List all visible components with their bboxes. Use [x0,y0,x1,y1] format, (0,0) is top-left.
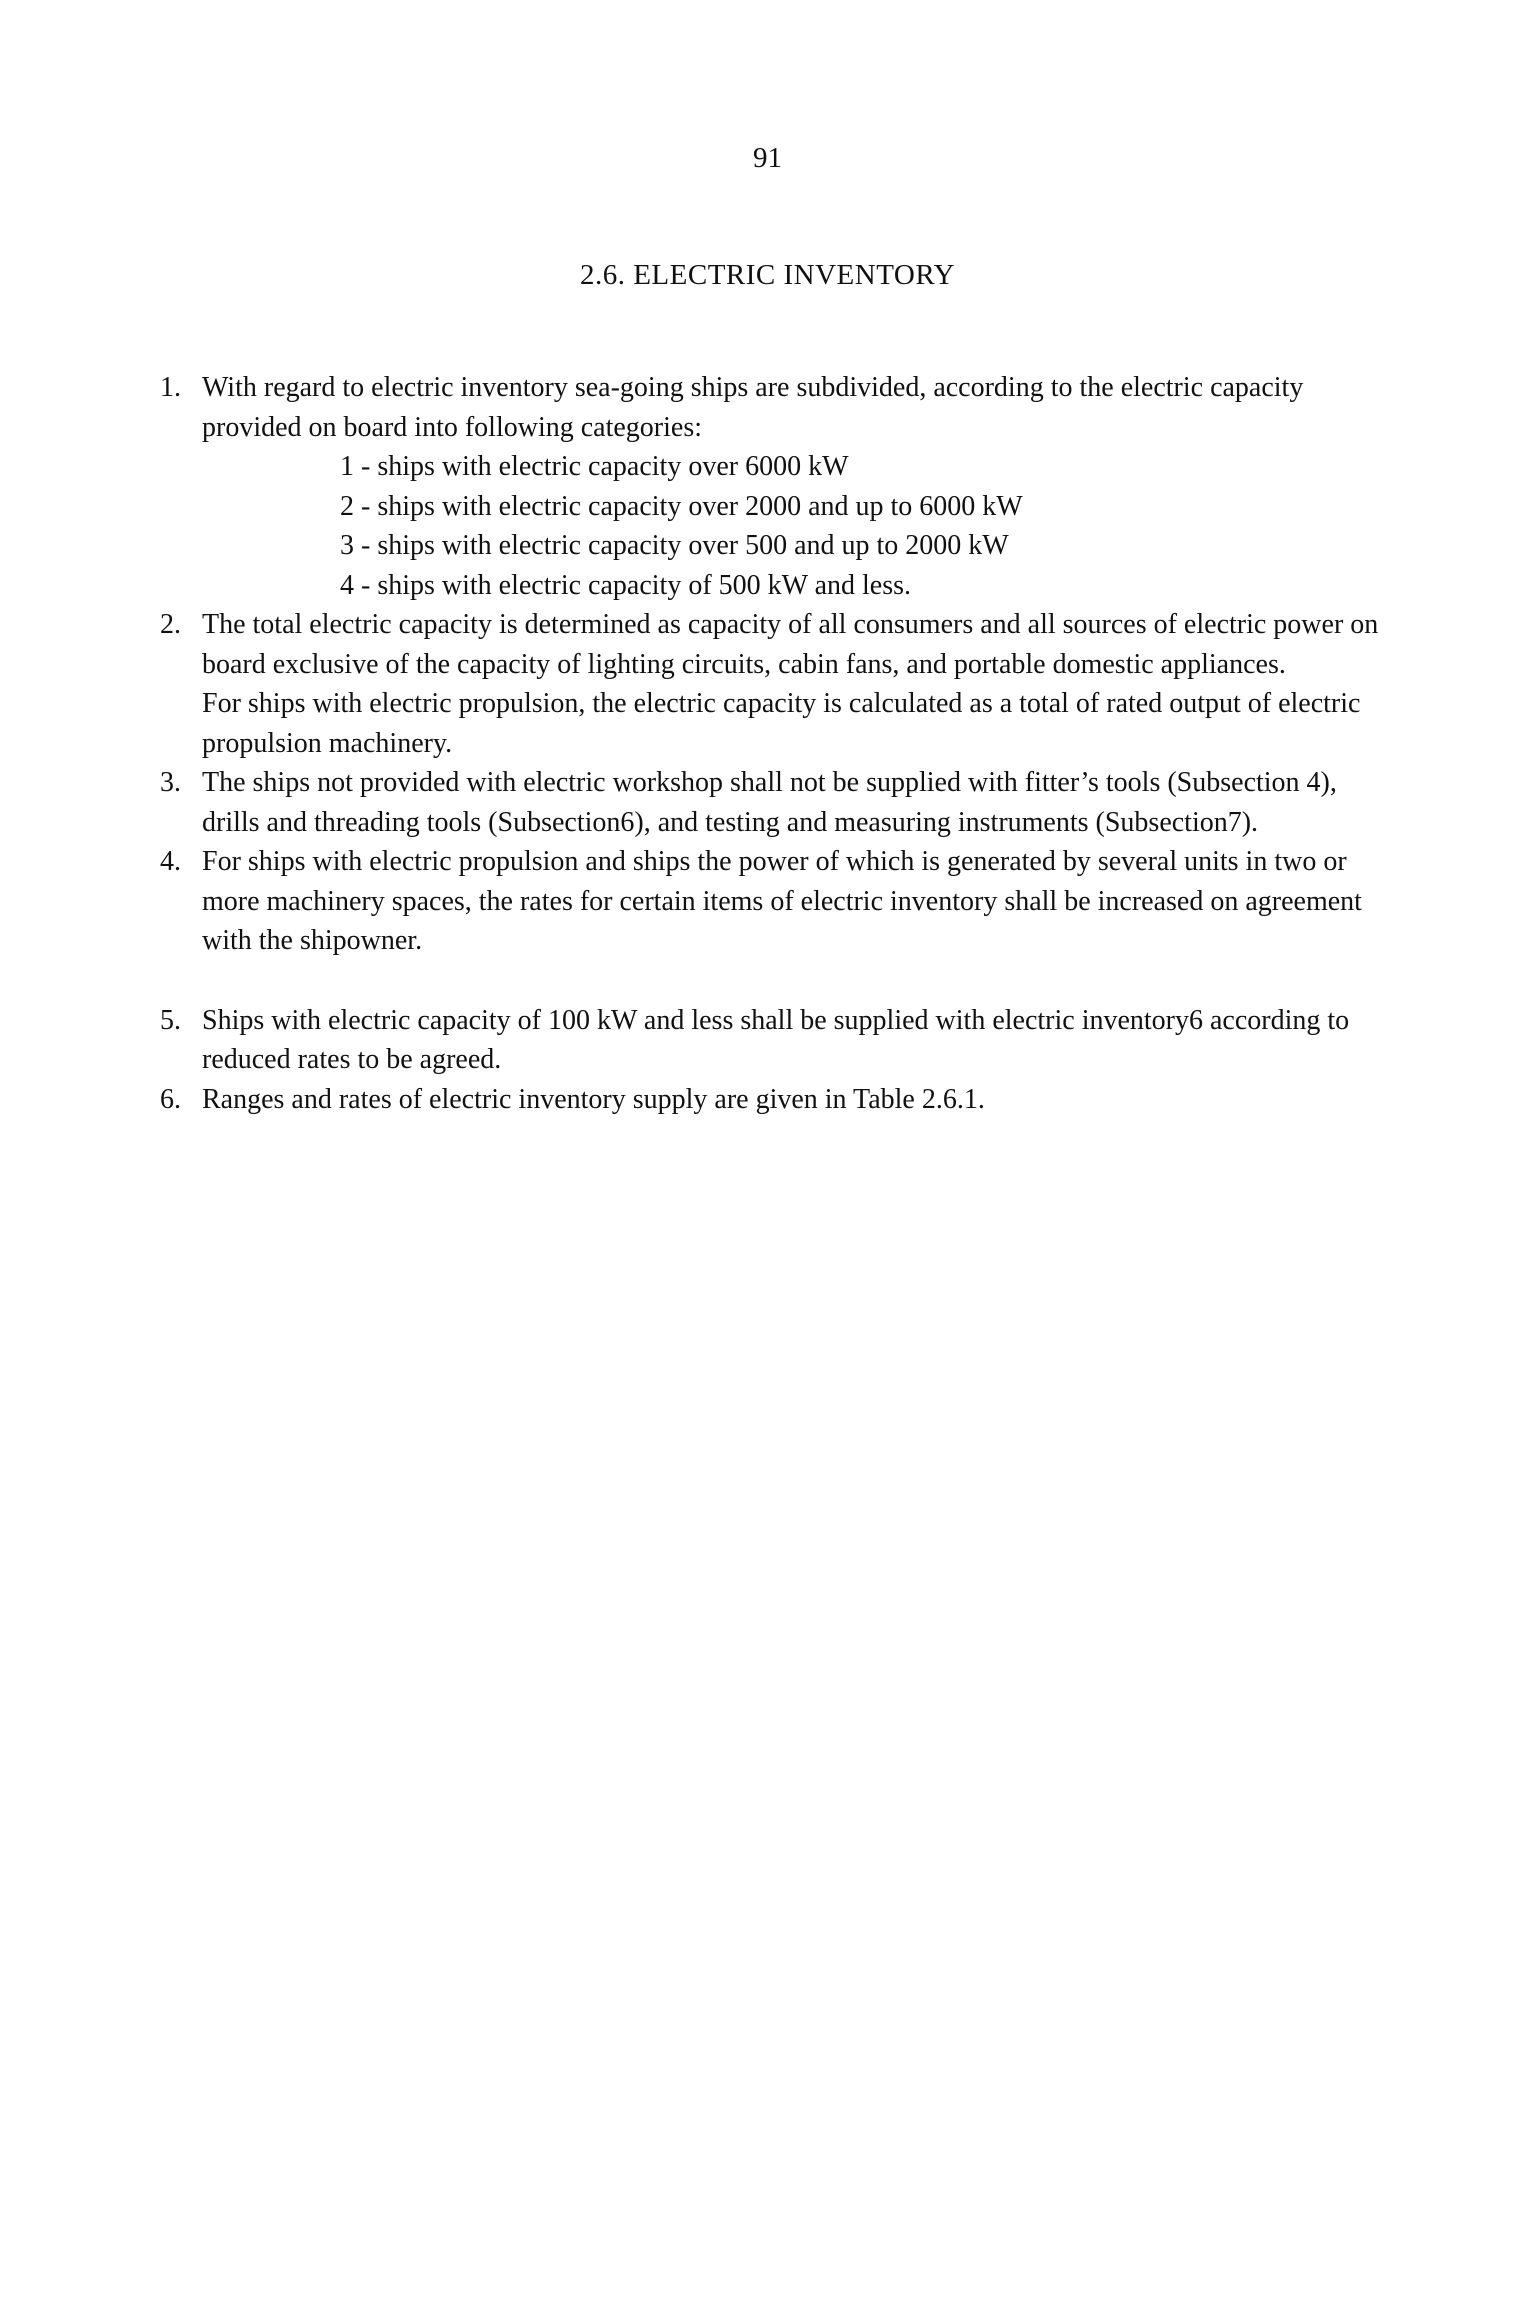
item-text: The ships not provided with electric workshop shall not be supplied with fitter’s tools (Subsection 4), drills and threading tools (Subsection6), and testing and measuring instruments (Subsection7). [202,767,1337,838]
category-item: 2 - ships with electric capacity over 2000 and up to 6000 kW [340,490,1023,522]
item-number: 1. [160,372,181,403]
item-number: 4. [160,846,181,877]
item-number: 5. [160,1004,181,1036]
item-number: 2. [160,609,181,640]
list-item-3 [160,763,1400,842]
item-text: Ranges and rates of electric inventory supply are given in Table 2.6.1. [202,1083,985,1115]
list-item-4 [160,842,1400,961]
page-number: 91 [753,142,782,174]
list-item-5 [160,1001,1400,1080]
item-text: For ships with electric propulsion and ships the power of which is generated by several units in two or more machinery spaces, the rates for certain items of electric inventory shall be increased on agreement with the shipowner. [202,846,1362,956]
item-number: 3. [160,767,181,798]
category-list [202,447,1400,605]
list-item-1 [160,368,1400,605]
numbered-list [160,368,1400,1119]
list-item-2 [160,605,1400,763]
list-item-6 [160,1080,1400,1120]
item-text: With regard to electric inventory sea-going ships are subdivided, according to the electric capacity provided on board into following categories: [202,372,1304,443]
item-number: 6. [160,1083,181,1115]
category-item: 1 - ships with electric capacity over 6000 kW [340,451,849,482]
category-item: 4 - ships with electric capacity of 500 kW and less. [340,569,911,601]
section-title: 2.6. ELECTRIC INVENTORY [579,259,956,291]
category-item: 3 - ships with electric capacity over 500 and up to 2000 kW [340,530,1009,561]
item-text: Ships with electric capacity of 100 kW and less shall be supplied with electric inventory6 according to reduced rates to be agreed. [202,1004,1350,1075]
item-text: The total electric capacity is determined as capacity of all consumers and all sources of electric power on board exclusive of the capacity of lighting circuits, cabin fans, and portable domestic appliances. [202,609,1379,680]
item-extra-paragraph: For ships with electric propulsion, the electric capacity is calculated as a total of rated output of electric propulsion machinery. [202,688,1361,759]
